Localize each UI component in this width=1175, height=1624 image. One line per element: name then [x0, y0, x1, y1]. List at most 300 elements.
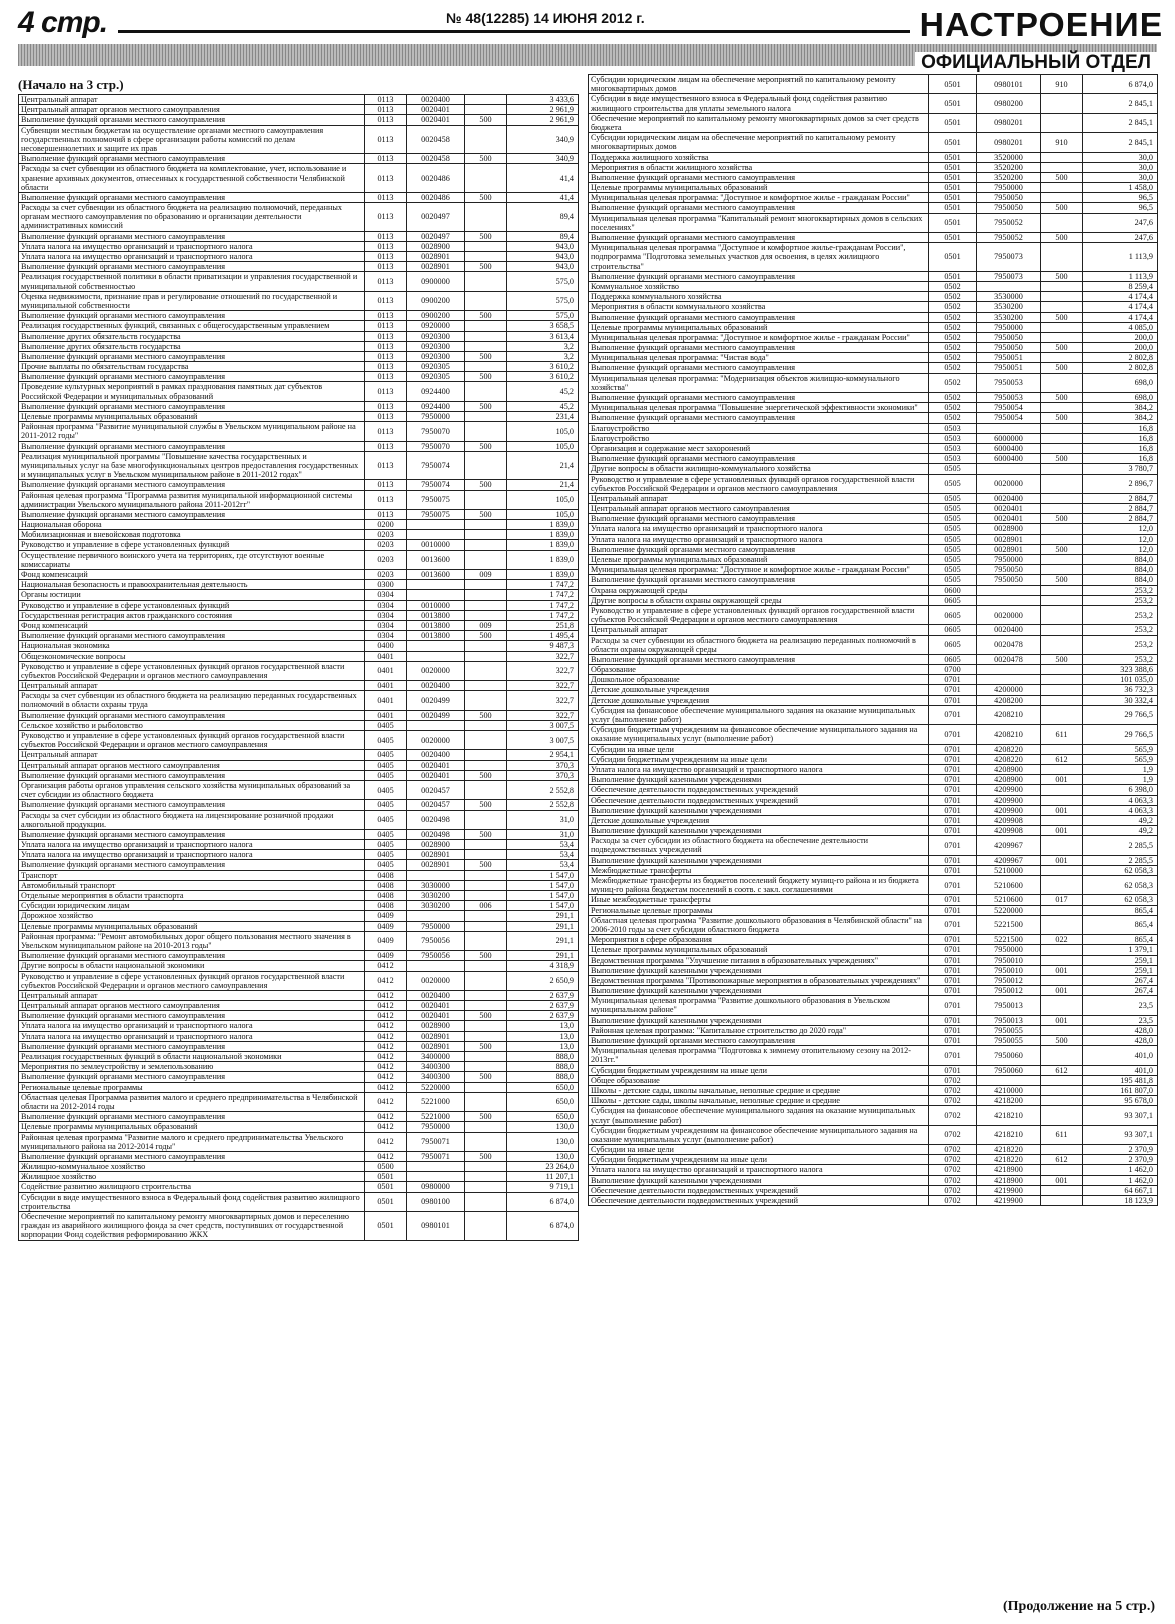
row-type: [1041, 665, 1083, 675]
row-section: 0701: [929, 1046, 977, 1065]
row-name: Уплата налога на имущество организаций и транспортного налога: [19, 1021, 365, 1031]
row-target: 0020478: [977, 654, 1041, 664]
row-amount: 650,0: [507, 1112, 579, 1122]
row-type: [465, 780, 507, 799]
row-section: 0702: [929, 1075, 977, 1085]
row-name: Ведомственная программа "Противопожарные мероприятия в образовательных учреждениях": [589, 975, 929, 985]
row-amount: 2 884,7: [1083, 493, 1158, 503]
row-name: Руководство и управление в сфере установленных функций органов государственной власти субъектов Российской Федерации и органов местного самоуправления: [19, 731, 365, 750]
row-section: 0701: [929, 1025, 977, 1035]
row-amount: 322,7: [507, 681, 579, 691]
row-section: 0113: [365, 231, 407, 241]
row-type: [465, 731, 507, 750]
row-target: 0020498: [407, 810, 465, 829]
row-target: 0020401: [977, 514, 1041, 524]
row-amount: 1 747,2: [507, 610, 579, 620]
row-amount: 64 667,1: [1083, 1185, 1158, 1195]
row-section: 0501: [929, 133, 977, 152]
row-type: [1041, 905, 1083, 915]
row-amount: 884,0: [1083, 555, 1158, 565]
row-section: 0401: [365, 691, 407, 710]
table-row: [589, 725, 1158, 744]
table-row: [589, 353, 1158, 363]
row-target: 3530000: [977, 292, 1041, 302]
table-row: [19, 990, 579, 1000]
row-name: Центральный аппарат: [589, 625, 929, 635]
row-type: 009: [465, 620, 507, 630]
row-target: 4209908: [977, 826, 1041, 836]
table-row: [589, 423, 1158, 433]
row-type: [1041, 332, 1083, 342]
table-row: [589, 343, 1158, 353]
row-target: 7950000: [407, 921, 465, 931]
table-row: [19, 620, 579, 630]
table-row: [19, 252, 579, 262]
table-row: [589, 986, 1158, 996]
row-section: 0700: [929, 665, 977, 675]
table-row: [589, 312, 1158, 322]
row-section: 0408: [365, 880, 407, 890]
table-row: [19, 311, 579, 321]
row-section: 0501: [929, 113, 977, 132]
row-name: Осуществление первичного воинского учета на территориях, где отсутствуют военные комиссариаты: [19, 550, 365, 569]
row-type: [1041, 162, 1083, 172]
row-section: 0501: [365, 1182, 407, 1192]
row-name: Оценка недвижимости, признание прав и регулирование отношений по государственной и муниципальной собственности: [19, 291, 365, 310]
row-name: Субсидии юридическим лицам на обеспечение мероприятий по капитальному ремонту многоквартирных домов: [589, 133, 929, 152]
row-target: 7950000: [977, 555, 1041, 565]
row-target: 4208220: [977, 754, 1041, 764]
row-section: 0701: [929, 775, 977, 785]
row-type: [1041, 193, 1083, 203]
row-amount: 253,2: [1083, 635, 1158, 654]
row-type: [465, 840, 507, 850]
row-section: 0502: [929, 292, 977, 302]
row-section: 0502: [929, 281, 977, 291]
row-type: [465, 931, 507, 950]
table-row: [19, 891, 579, 901]
table-row: [19, 1122, 579, 1132]
row-section: 0501: [365, 1212, 407, 1241]
row-section: 0113: [365, 382, 407, 401]
row-section: 0501: [929, 152, 977, 162]
row-name: Другие вопросы в области охраны окружающей среды: [589, 595, 929, 605]
row-type: [465, 1132, 507, 1151]
row-section: 0502: [929, 322, 977, 332]
table-row: [589, 403, 1158, 413]
row-target: 3030000: [407, 880, 465, 890]
row-name: Выполнение функций органами местного самоуправления: [19, 262, 365, 272]
row-type: [465, 164, 507, 193]
row-type: [465, 1162, 507, 1172]
row-amount: 12,0: [1083, 534, 1158, 544]
row-name: Отдельные мероприятия в области транспорта: [19, 891, 365, 901]
table-row: [589, 915, 1158, 934]
row-type: [465, 125, 507, 154]
row-type: [465, 1001, 507, 1011]
row-section: 0408: [365, 891, 407, 901]
row-type: [465, 1172, 507, 1182]
row-type: [465, 921, 507, 931]
row-amount: 13,0: [507, 1021, 579, 1031]
row-amount: 3 610,2: [507, 362, 579, 372]
row-amount: 1 547,0: [507, 901, 579, 911]
row-target: 3530200: [977, 302, 1041, 312]
row-target: 0020497: [407, 203, 465, 232]
row-name: Реализация государственных функций в области национальной экономики: [19, 1052, 365, 1062]
row-name: Выполнение функций органами местного самоуправления: [19, 1112, 365, 1122]
table-row: [19, 530, 579, 540]
row-target: 4208210: [977, 705, 1041, 724]
row-type: 500: [465, 1041, 507, 1051]
table-row: [589, 685, 1158, 695]
row-name: Субсидии бюджетным учреждениям на иные цели: [589, 1065, 929, 1075]
table-row: [589, 855, 1158, 865]
row-type: 500: [1041, 544, 1083, 554]
table-row: [19, 860, 579, 870]
row-type: [1041, 815, 1083, 825]
row-type: 009: [465, 570, 507, 580]
row-type: [465, 1052, 507, 1062]
row-name: Расходы за счет субвенции из областного бюджета на реализацию переданных государственных полномочий в области охраны труда: [19, 691, 365, 710]
table-row: [589, 665, 1158, 675]
row-type: 500: [465, 441, 507, 451]
row-section: 0701: [929, 815, 977, 825]
row-name: Транспорт: [19, 870, 365, 880]
table-row: [19, 631, 579, 641]
row-type: 500: [465, 1072, 507, 1082]
row-section: 0505: [929, 464, 977, 474]
row-amount: 428,0: [1083, 1036, 1158, 1046]
row-name: Реализация государственных функций, связанных с общегосударственным управлением: [19, 321, 365, 331]
row-type: 612: [1041, 754, 1083, 764]
table-row: [19, 550, 579, 569]
row-target: 0020401: [407, 105, 465, 115]
row-target: 7950000: [977, 322, 1041, 332]
row-section: 0113: [365, 480, 407, 490]
table-row: [589, 555, 1158, 565]
row-target: [977, 1075, 1041, 1085]
row-type: [1041, 764, 1083, 774]
row-name: Муниципальная целевая программа: "Модернизация объектов жилищно-коммунального хозяйства": [589, 373, 929, 392]
row-amount: 30 332,4: [1083, 695, 1158, 705]
row-section: 0702: [929, 1175, 977, 1185]
row-section: 0702: [929, 1145, 977, 1155]
row-type: [465, 971, 507, 990]
table-row: [19, 451, 579, 480]
row-name: Выполнение функций органами местного самоуправления: [589, 654, 929, 664]
row-name: Мероприятия в области жилищного хозяйства: [589, 162, 929, 172]
row-type: 500: [465, 1011, 507, 1021]
row-name: Центральный аппарат органов местного самоуправления: [589, 504, 929, 514]
table-row: [19, 1072, 579, 1082]
table-row: [19, 840, 579, 850]
row-name: Поддержка жилищного хозяйства: [589, 152, 929, 162]
row-type: [1041, 565, 1083, 575]
row-type: [1041, 152, 1083, 162]
row-amount: 575,0: [507, 291, 579, 310]
row-name: Руководство и управление в сфере установленных функций органов государственной власти субъектов Российской Федерации и органов местного самоуправления: [19, 971, 365, 990]
row-type: [465, 291, 507, 310]
row-amount: 1 113,9: [1083, 243, 1158, 272]
row-target: 5221500: [977, 935, 1041, 945]
table-row: [19, 691, 579, 710]
row-amount: 1,9: [1083, 775, 1158, 785]
row-section: 0701: [929, 764, 977, 774]
row-amount: 2 637,9: [507, 1001, 579, 1011]
row-amount: 53,4: [507, 840, 579, 850]
row-target: 0980200: [977, 94, 1041, 113]
row-target: [407, 590, 465, 600]
row-name: Школы - детские сады, школы начальные, неполные средние и средние: [589, 1085, 929, 1095]
row-section: 0701: [929, 785, 977, 795]
table-row: [19, 490, 579, 509]
row-amount: 1 839,0: [507, 530, 579, 540]
row-amount: 31,0: [507, 810, 579, 829]
table-row: [19, 1052, 579, 1062]
row-amount: 865,4: [1083, 905, 1158, 915]
row-amount: 2 637,9: [507, 990, 579, 1000]
row-target: [407, 651, 465, 661]
row-type: [465, 252, 507, 262]
row-target: 4208210: [977, 725, 1041, 744]
row-type: 500: [465, 231, 507, 241]
row-name: Обеспечение мероприятий по капитальному ремонту многоквартирных домов за счет средств бюджета: [589, 113, 929, 132]
row-type: 500: [465, 154, 507, 164]
table-row: [589, 1065, 1158, 1075]
row-type: 500: [1041, 363, 1083, 373]
row-section: 0304: [365, 620, 407, 630]
table-row: [19, 720, 579, 730]
row-section: 0702: [929, 1125, 977, 1144]
row-target: 5221000: [407, 1092, 465, 1111]
row-section: 0701: [929, 905, 977, 915]
table-row: [589, 302, 1158, 312]
row-amount: 93 307,1: [1083, 1125, 1158, 1144]
row-amount: 4 174,4: [1083, 312, 1158, 322]
row-amount: 6 874,0: [507, 1192, 579, 1211]
row-section: 0702: [929, 1165, 977, 1175]
table-row: [19, 125, 579, 154]
table-row: [19, 1192, 579, 1211]
row-amount: 2 845,1: [1083, 113, 1158, 132]
row-type: [465, 362, 507, 372]
row-section: 0401: [365, 661, 407, 680]
row-amount: 943,0: [507, 262, 579, 272]
row-amount: 23 264,0: [507, 1162, 579, 1172]
row-type: [1041, 322, 1083, 332]
row-section: 0501: [365, 1172, 407, 1182]
row-type: [465, 530, 507, 540]
table-row: [589, 764, 1158, 774]
row-section: 0408: [365, 870, 407, 880]
row-name: Областная целевая программа "Развитие дошкольного образования в Челябинской области" на 2006-2010 годы за счет субсидии областного бюджета: [589, 915, 929, 934]
row-name: Детские дошкольные учреждения: [589, 695, 929, 705]
row-target: 0920300: [407, 341, 465, 351]
row-section: 0501: [929, 183, 977, 193]
row-target: 5210600: [977, 876, 1041, 895]
row-name: Субсидии в виде имущественного взноса в Федеральный фонд содействия развитию жилищного строительства: [19, 1192, 365, 1211]
row-section: 0502: [929, 353, 977, 363]
row-name: Расходы за счет субсидии из областного бюджета на лицензирование розничной продажи алкогольной продукции.: [19, 810, 365, 829]
row-type: 500: [465, 351, 507, 361]
row-section: 0505: [929, 493, 977, 503]
page-number: 4 стр.: [18, 6, 108, 39]
row-amount: 49,2: [1083, 826, 1158, 836]
row-amount: 2 884,7: [1083, 504, 1158, 514]
row-amount: 1 462,0: [1083, 1175, 1158, 1185]
row-amount: 130,0: [507, 1122, 579, 1132]
row-type: 001: [1041, 855, 1083, 865]
table-row: [589, 1015, 1158, 1025]
row-name: Органы юстиции: [19, 590, 365, 600]
row-amount: 2 552,8: [507, 800, 579, 810]
row-section: 0113: [365, 351, 407, 361]
row-name: Уплата налога на имущество организаций и транспортного налога: [589, 764, 929, 774]
row-name: Центральный аппарат органов местного самоуправления: [19, 105, 365, 115]
row-target: 3520200: [977, 172, 1041, 182]
table-row: [589, 975, 1158, 985]
row-type: [1041, 785, 1083, 795]
table-row: [589, 292, 1158, 302]
row-target: [407, 530, 465, 540]
row-target: 0010000: [407, 540, 465, 550]
row-type: [465, 600, 507, 610]
row-amount: 36 732,3: [1083, 685, 1158, 695]
row-name: Выполнение функций органами местного самоуправления: [589, 312, 929, 322]
row-section: 0200: [365, 520, 407, 530]
row-type: [1041, 464, 1083, 474]
row-name: Выполнение функций органами местного самоуправления: [19, 509, 365, 519]
row-target: 4218220: [977, 1155, 1041, 1165]
row-type: 500: [465, 115, 507, 125]
table-row: [19, 341, 579, 351]
row-name: Детские дошкольные учреждения: [589, 815, 929, 825]
row-section: 0701: [929, 986, 977, 996]
row-type: [1041, 555, 1083, 565]
row-target: 0028901: [407, 252, 465, 262]
table-row: [19, 422, 579, 441]
row-section: 0605: [929, 625, 977, 635]
row-name: Районная целевая программа: "Капитальное строительство до 2020 года": [589, 1025, 929, 1035]
row-target: 3400300: [407, 1062, 465, 1072]
row-target: 5220000: [977, 905, 1041, 915]
row-section: 0701: [929, 826, 977, 836]
row-type: [1041, 493, 1083, 503]
row-target: 0020401: [977, 504, 1041, 514]
row-type: [465, 891, 507, 901]
table-row: [589, 805, 1158, 815]
row-type: [465, 321, 507, 331]
row-amount: 2 884,7: [1083, 514, 1158, 524]
row-type: [1041, 915, 1083, 934]
row-amount: 62 058,3: [1083, 865, 1158, 875]
row-name: Выполнение функций органами местного самоуправления: [19, 860, 365, 870]
row-type: 500: [465, 401, 507, 411]
row-name: Целевые программы муниципальных образований: [589, 945, 929, 955]
row-type: [465, 911, 507, 921]
row-name: Выполнение функций органами местного самоуправления: [589, 363, 929, 373]
row-type: [1041, 744, 1083, 754]
row-amount: 3 610,2: [507, 372, 579, 382]
row-target: 7950055: [977, 1036, 1041, 1046]
row-target: 4219900: [977, 1185, 1041, 1195]
row-section: 0702: [929, 1085, 977, 1095]
row-type: [465, 641, 507, 651]
table-row: [589, 94, 1158, 113]
left-column: [18, 76, 578, 1241]
row-target: 0020499: [407, 710, 465, 720]
row-section: 0702: [929, 1196, 977, 1206]
row-section: 0501: [929, 271, 977, 281]
row-name: Районная программа: "Ремонт автомобильных дорог общего пользования местного значения в Увельском муниципальном районе на 2010-2013 годы": [19, 931, 365, 950]
row-section: 0113: [365, 105, 407, 115]
row-name: Выполнение функций органами местного самоуправления: [19, 1041, 365, 1051]
row-section: 0405: [365, 840, 407, 850]
row-amount: 101 035,0: [1083, 675, 1158, 685]
row-section: 0502: [929, 312, 977, 322]
row-target: 3030200: [407, 901, 465, 911]
table-row: [589, 493, 1158, 503]
row-type: [1041, 292, 1083, 302]
row-type: 500: [1041, 654, 1083, 664]
row-target: 4200000: [977, 685, 1041, 695]
row-type: 017: [1041, 895, 1083, 905]
row-amount: 884,0: [1083, 575, 1158, 585]
row-type: 500: [1041, 203, 1083, 213]
row-section: 0113: [365, 125, 407, 154]
row-name: Охрана окружающей среды: [589, 585, 929, 595]
table-row: [589, 393, 1158, 403]
row-target: 0020401: [407, 1011, 465, 1021]
row-name: Субсидия на финансовое обеспечение муниципального задания на оказание муниципальных услуг (выполнение работ): [589, 705, 929, 724]
row-section: 0502: [929, 373, 977, 392]
row-type: 500: [1041, 312, 1083, 322]
row-amount: 2 954,1: [507, 750, 579, 760]
row-amount: 1 113,9: [1083, 271, 1158, 281]
row-type: 500: [465, 951, 507, 961]
row-amount: 200,0: [1083, 332, 1158, 342]
row-name: Жилищно-коммунальное хозяйство: [19, 1162, 365, 1172]
row-type: [465, 1182, 507, 1192]
row-name: Выполнение функций казенными учреждениями: [589, 1175, 929, 1185]
row-amount: 29 766,5: [1083, 725, 1158, 744]
continued-on-note: (Продолжение на 5 стр.): [1003, 1599, 1155, 1614]
row-name: Реализация государственной политики в области приватизации и управления государственной и муниципальной собственностью: [19, 272, 365, 291]
row-target: 0980100: [407, 1192, 465, 1211]
row-amount: 698,0: [1083, 373, 1158, 392]
row-type: 500: [465, 710, 507, 720]
row-amount: 2 845,1: [1083, 133, 1158, 152]
row-section: 0113: [365, 412, 407, 422]
table-row: [589, 1155, 1158, 1165]
row-amount: 1 495,4: [507, 631, 579, 641]
table-row: [19, 321, 579, 331]
row-amount: 1 458,0: [1083, 183, 1158, 193]
row-amount: 4 174,4: [1083, 292, 1158, 302]
row-name: Субсидии бюджетным учреждениям на иные цели: [589, 754, 929, 764]
table-row: [19, 931, 579, 950]
table-row: [19, 961, 579, 971]
row-name: Субсидии бюджетным учреждениям на финансовое обеспечение муниципального задания на оказание муниципальных услуг (выполнение работ): [589, 725, 929, 744]
row-section: 0412: [365, 990, 407, 1000]
table-row: [19, 1001, 579, 1011]
row-type: [465, 382, 507, 401]
row-type: [465, 590, 507, 600]
table-row: [589, 675, 1158, 685]
row-amount: 16,8: [1083, 433, 1158, 443]
row-type: 500: [1041, 233, 1083, 243]
